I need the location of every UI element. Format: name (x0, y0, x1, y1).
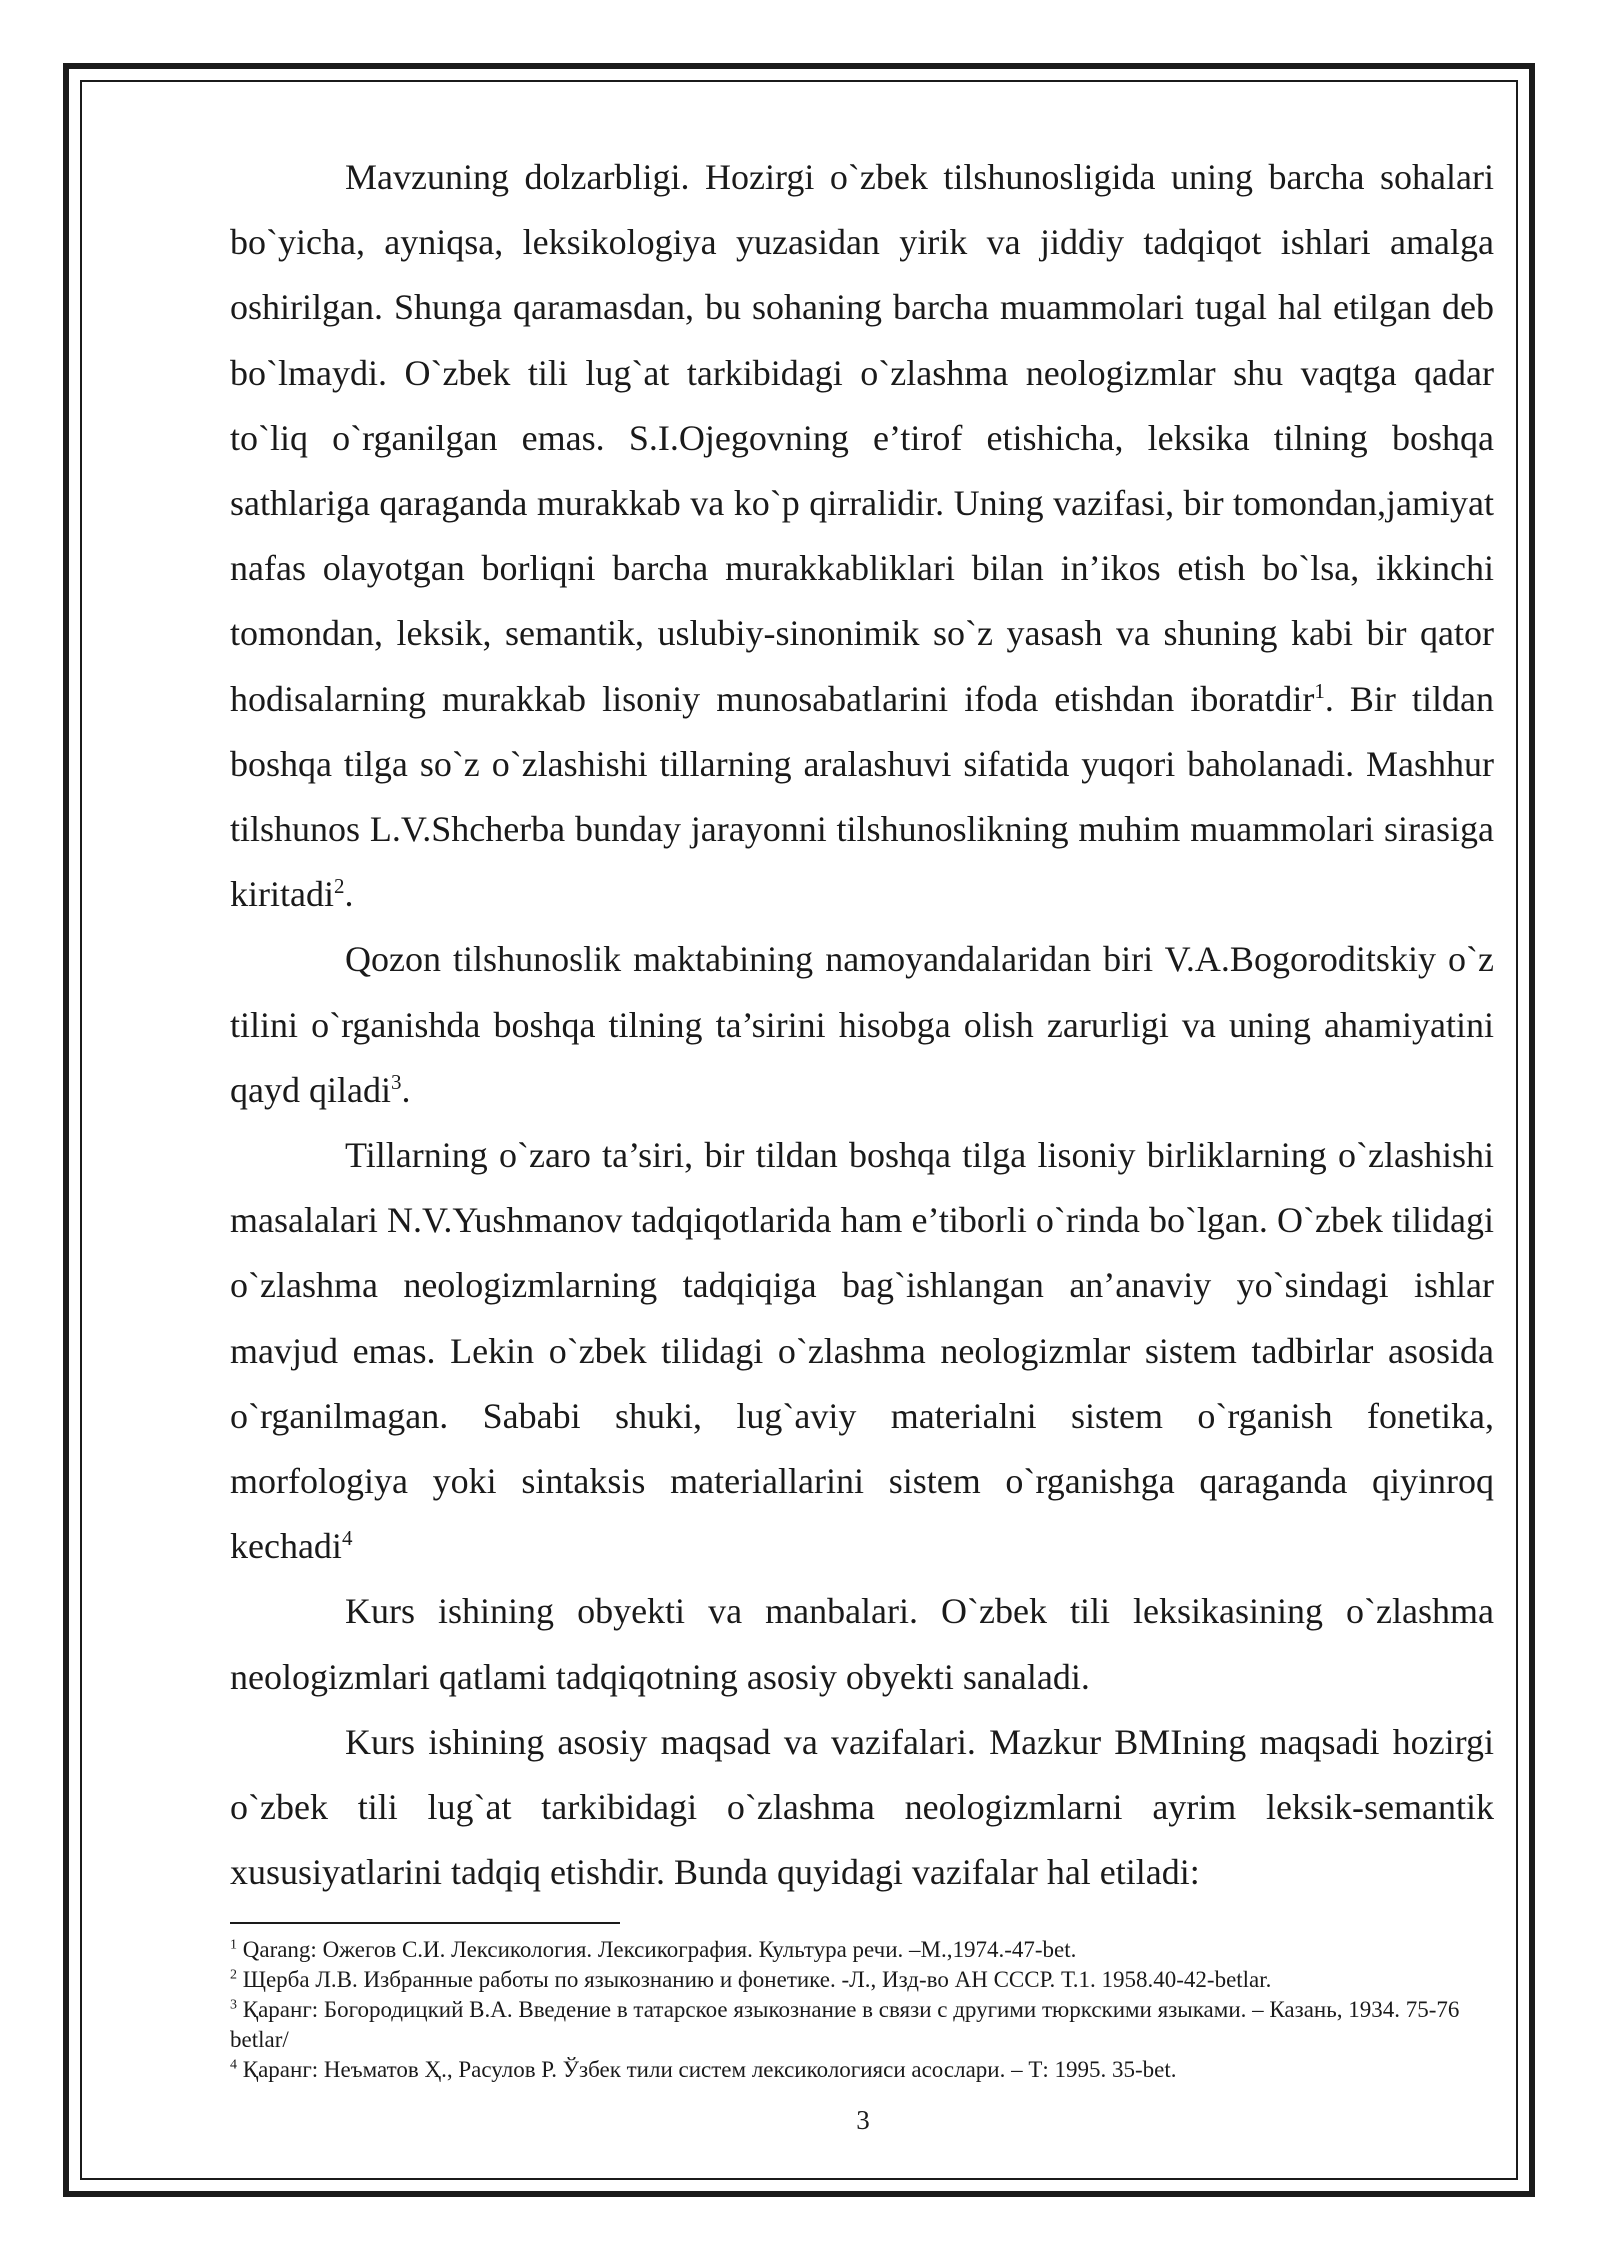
paragraph (230, 1710, 1494, 1906)
page-number: 3 (856, 2105, 870, 2135)
footnote-number: 4 (230, 2057, 237, 2073)
footnote (230, 1965, 1494, 1995)
footnote-reference: 3 (390, 1069, 402, 1094)
footnote-reference: 2 (333, 874, 345, 899)
footnote-number: 1 (230, 1937, 237, 1953)
paragraph-text: . (401, 1069, 411, 1110)
main-text (230, 145, 1494, 1905)
footnotes (230, 1935, 1494, 2085)
paragraph (230, 1123, 1494, 1579)
paragraph-text: . Bir tildan boshqa tilga so`z o`zlashishi tillarning aralashuvi sifatida yuqori baholanadi. Mashhur tilshunos L.V.Shcherba bunday jarayonni tilshunoslikning muhim muammolari sirasiga kiritadi (230, 678, 1494, 915)
paragraph-text: . (344, 874, 354, 915)
footnote-text: Қаранг: Неъматов Ҳ., Расулов Р. Ўзбек тили систем лексикологияси асослари. – Т: 1995. 35-bet. (242, 2057, 1177, 2082)
footnote-text: Qarang: Ожегов С.И. Лексикология. Лексикография. Культура речи. –М.,1974.-47-bet. (242, 1937, 1077, 1962)
footnote-reference: 1 (1314, 678, 1325, 703)
footnote-number: 2 (230, 1967, 237, 1983)
paragraph-text: Mavzuning dolzarbligi. Hozirgi o`zbek tilshunosligida uning barcha sohalari bo`yicha, ayniqsa, leksikologiya yuzasidan yirik va jiddiy tadqiqot ishlari amalga oshirilgan. Shunga qaramasdan, bu sohaning barcha muammolari tugal hal etilgan deb bo`lmaydi. O`zbek tili lug`at tarkibidagi o`zlashma neologizmlar shu vaqtga qadar to`liq o`rganilgan emas. S.I.Ojegovning e’tirof etishicha, leksika tilning boshqa sathlariga qaraganda murakkab va ko`p qirralidir. Uning vazifasi, bir tomondan,jamiyat nafas olayotgan borliqni barcha murakkabliklari bilan in’ikos etish bo`lsa, ikkinchi tomondan, leksik, semantik, uslubiy-sinonimik so`z yasash va shuning kabi bir qator hodisalarning murakkab lisoniy munosabatlarini ifoda etishdan iboratdir (230, 157, 1494, 719)
footnote-separator (230, 1922, 620, 1924)
footnote (230, 1935, 1494, 1965)
paragraph (230, 927, 1494, 1123)
paragraph-text: Kurs ishining asosiy maqsad va vazifalari. Mazkur BMIning maqsadi hozirgi o`zbek tili lug`at tarkibidagi o`zlashma neologizmlarni ayrim leksik-semantik xususiyatlarini tadqiq etishdir. Bunda quyidagi vazifalar hal etiladi: (230, 1721, 1494, 1893)
footnote-text: Щерба Л.В. Избранные работы по языкознанию и фонетике. -Л., Изд-во АН СССР. Т.1. 1958.40-42-betlar. (242, 1967, 1272, 1992)
footnote (230, 1995, 1494, 2055)
paragraph (230, 145, 1494, 927)
footnote-number: 3 (230, 1997, 237, 2013)
paragraph-text: Tillarning o`zaro ta’siri, bir tildan boshqa tilga lisoniy birliklarning o`zlashishi masalalari N.V.Yushmanov tadqiqotlarida ham e’tiborli o`rinda bo`lgan. O`zbek tilidagi o`zlashma neologizmlarning tadqiqiga bag`ishlangan an’anaviy yo`sindagi ishlar mavjud emas. Lekin o`zbek tilidagi o`zlashma neologizmlar sistem tadbirlar asosida o`rganilmagan. Sababi shuki, lug`aviy materialni sistem o`rganish fonetika, morfologiya yoki sintaksis materiallarini sistem o`rganishga qaraganda qiyinroq kechadi (230, 1135, 1494, 1567)
footnote-text: Қаранг: Богородицкий В.А. Введение в татарское языкознание в связи с другими тюркскими языками. – Казань, 1934. 75-76 betlar/ (230, 1997, 1460, 2052)
paragraph-text: Kurs ishining obyekti va manbalari. O`zbek tili leksikasining o`zlashma neologizmlari qatlami tadqiqotning asosiy obyekti sanaladi. (230, 1591, 1494, 1697)
paragraph (230, 1579, 1494, 1709)
paragraph-text: Qozon tilshunoslik maktabining namoyandalaridan biri V.A.Bogoroditskiy o`z tilini o`rganishda boshqa tilning ta’sirini hisobga olish zarurligi va uning ahamiyatini qayd qiladi (230, 939, 1494, 1110)
footnote (230, 2055, 1494, 2085)
footnote-reference: 4 (341, 1526, 353, 1551)
